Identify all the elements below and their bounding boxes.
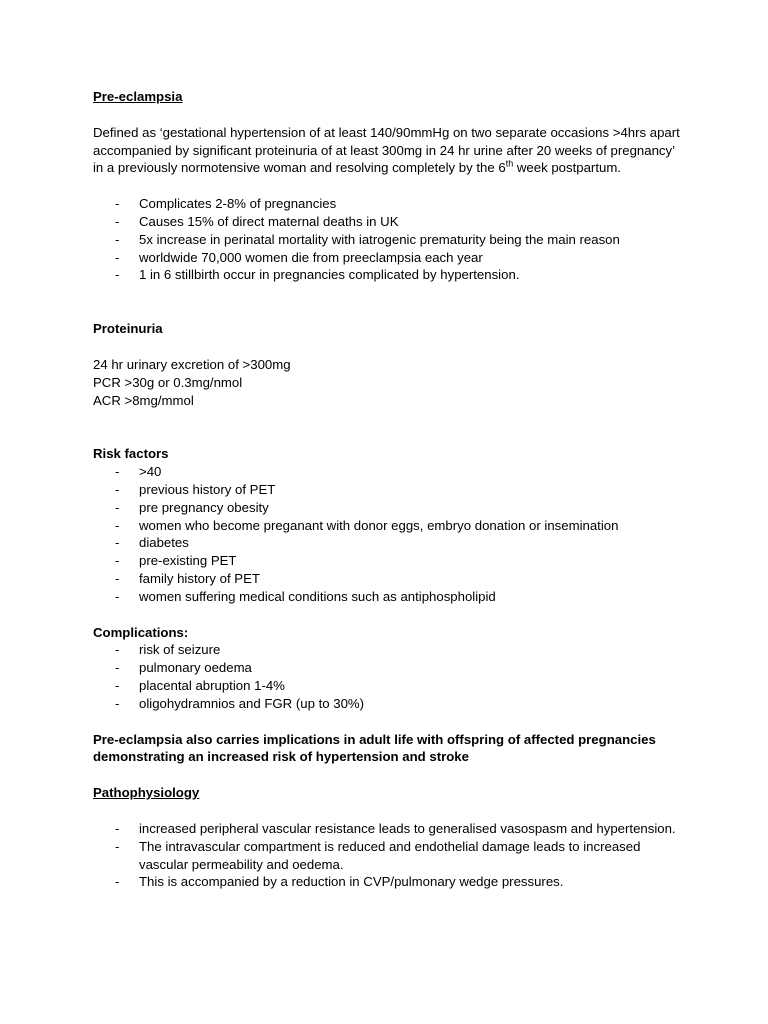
list-item: - risk of seizure	[93, 641, 683, 659]
complications-list	[93, 641, 683, 712]
list-item: - family history of PET	[93, 570, 683, 588]
heading-risk-factors: Risk factors	[93, 446, 169, 462]
list-item: - 5x increase in perinatal mortality with iatrogenic prematurity being the main reason	[93, 231, 683, 249]
list-item: - women suffering medical conditions such as antiphospholipid	[93, 588, 683, 606]
list-item: - pre-existing PET	[93, 552, 683, 570]
proteinuria-line: ACR >8mg/mmol	[93, 392, 194, 408]
list-item: - pre pregnancy obesity	[93, 499, 683, 517]
definition-text-end: week postpartum.	[513, 160, 621, 176]
list-item: - Causes 15% of direct maternal deaths in UK	[93, 213, 683, 231]
heading-preeclampsia: Pre-eclampsia	[93, 89, 183, 104]
list-item: - placental abruption 1-4%	[93, 677, 683, 695]
heading-proteinuria: Proteinuria	[93, 321, 163, 337]
definition-paragraph	[93, 124, 683, 177]
definition-text: Defined as ‘gestational hypertension of at least 140/90mmHg on two separate occasions >4hrs apart accompanied by significant proteinuria of at least 300mg in 24 hr urine after 20 weeks of pregnancy’ in a previously normotensive woman and resolving completely by the 6	[93, 124, 680, 176]
list-item: - diabetes	[93, 534, 683, 552]
list-item: - >40	[93, 463, 683, 481]
definition-superscript: th	[505, 159, 514, 169]
list-item: - women who become preganant with donor eggs, embryo donation or insemination	[93, 517, 683, 535]
preeclampsia-facts-list	[93, 195, 683, 284]
list-item: - Complicates 2-8% of pregnancies	[93, 195, 683, 213]
list-item: - increased peripheral vascular resistance leads to generalised vasospasm and hypertension.	[93, 820, 683, 838]
list-item: - pulmonary oedema	[93, 659, 683, 677]
proteinuria-line: PCR >30g or 0.3mg/nmol	[93, 374, 243, 390]
adult-life-note: Pre-eclampsia also carries implications in adult life with offspring of affected pregnancies demonstrating an increased risk of hypertension and stroke	[93, 731, 656, 765]
list-item: - previous history of PET	[93, 481, 683, 499]
list-item: - This is accompanied by a reduction in CVP/pulmonary wedge pressures.	[93, 873, 683, 891]
heading-complications: Complications:	[93, 624, 189, 640]
risk-factors-list	[93, 463, 683, 605]
list-item: - 1 in 6 stillbirth occur in pregnancies complicated by hypertension.	[93, 266, 683, 284]
heading-pathophysiology: Pathophysiology	[93, 785, 200, 801]
proteinuria-line: 24 hr urinary excretion of >300mg	[93, 356, 291, 372]
document-page	[93, 88, 683, 891]
list-item: - The intravascular compartment is reduced and endothelial damage leads to increased vascular permeability and oedema.	[93, 838, 683, 874]
pathophysiology-list	[93, 820, 683, 891]
list-item: - oligohydramnios and FGR (up to 30%)	[93, 695, 683, 713]
list-item: - worldwide 70,000 women die from preeclampsia each year	[93, 249, 683, 267]
